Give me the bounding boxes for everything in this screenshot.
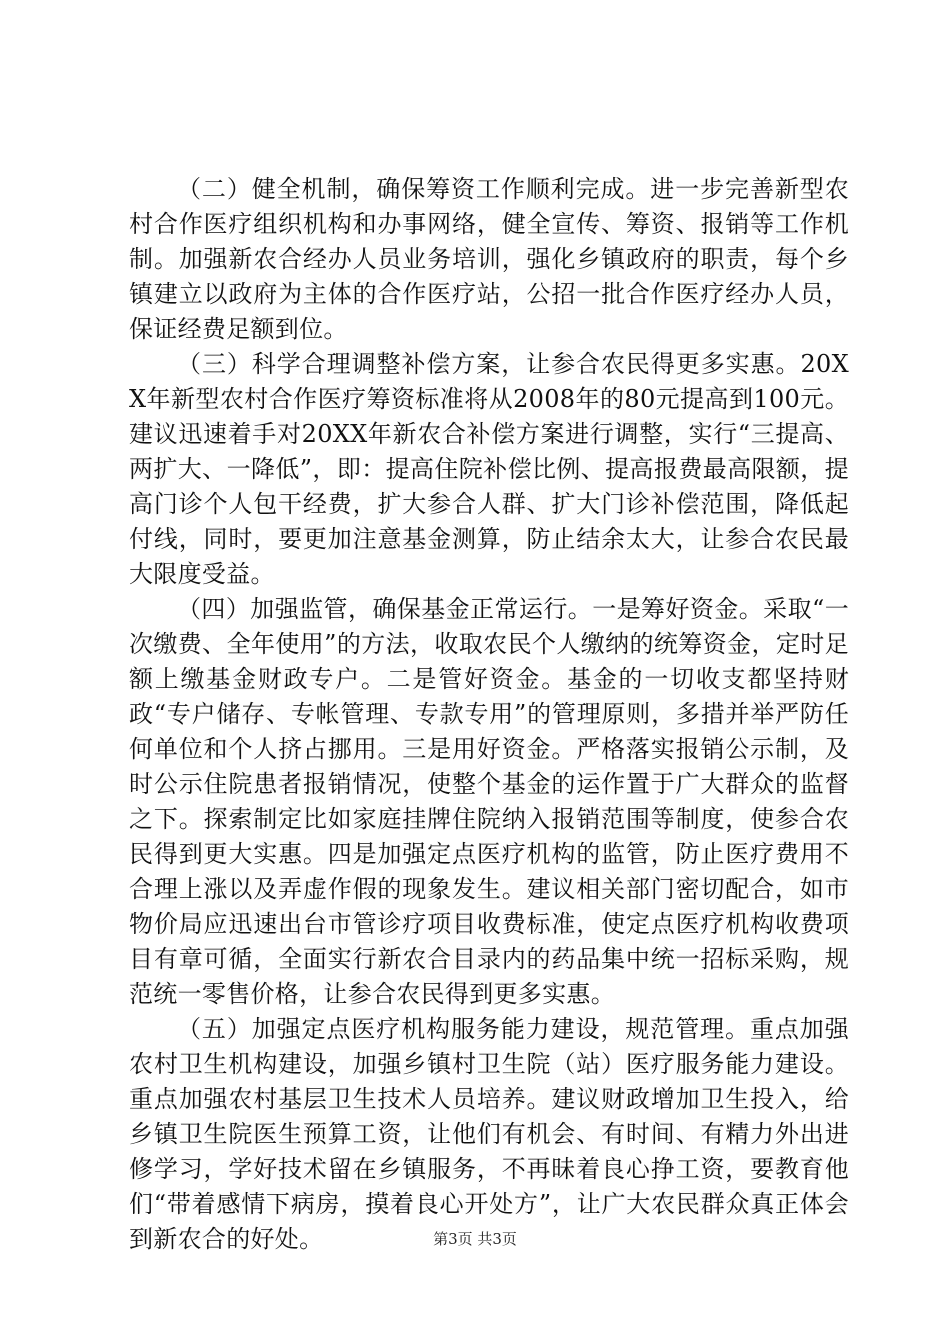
paragraph-section-4: （四）加强监管，确保基金正常运行。一是筹好资金。采取“一次缴费、全年使用”的方法，收取农民个人缴纳的统筹资金，定时足额上缴基金财政专户。二是管好资金。基金的一切收支都坚持财政“专户储存、专帐管理、专款专用”的管理原则，多措并举严防任何单位和个人挤占挪用。三是用好资金。严格落实报销公示制，及时公示住院患者报销情况，使整个基金的运作置于广大群众的监督之下。探索制定比如家庭挂牌住院纳入报销范围等制度，使参合农民得到更大实惠。四是加强定点医疗机构的监管，防止医疗费用不合理上涨以及弄虚作假的现象发生。建议相关部门密切配合，如市物价局应迅速出台市管诊疗项目收费标准，使定点医疗机构收费项目有章可循，全面实行新农合目录内的药品集中统一招标采购，规范统一零售价格，让参合农民得到更多实惠。 [129,595,849,1008]
paragraph-section-5: （五）加强定点医疗机构服务能力建设，规范管理。重点加强农村卫生机构建设，加强乡镇村卫生院（站）医疗服务能力建设。重点加强农村基层卫生技术人员培养。建议财政增加卫生投入，给乡镇卫生院医生预算工资，让他们有机会、有时间、有精力外出进修学习，学好技术留在乡镇服务，不再昧着良心挣工资，要教育他们“带着感情下病房，摸着良心开处方”，让广大农民群众真正体会到新农合的好处。 [129,1015,849,1253]
document-body [129,172,849,1257]
paragraph-section-3: （三）科学合理调整补偿方案，让参合农民得更多实惠。20XX年新型农村合作医疗筹资标准将从2008年的80元提高到100元。建议迅速着手对20XX年新农合补偿方案进行调整，实行“三提高、两扩大、一降低”，即：提高住院补偿比例、提高报费最高限额，提高门诊个人包干经费，扩大参合人群、扩大门诊补偿范围，降低起付线，同时，要更加注意基金测算，防止结余太大，让参合农民最大限度受益。 [129,350,849,588]
page-footer: 第3页 共3页 [433,1230,517,1248]
paragraph-section-2: （二）健全机制，确保筹资工作顺利完成。进一步完善新型农村合作医疗组织机构和办事网络，健全宣传、筹资、报销等工作机制。加强新农合经办人员业务培训，强化乡镇政府的职责，每个乡镇建立以政府为主体的合作医疗站，公招一批合作医疗经办人员，保证经费足额到位。 [129,175,849,343]
